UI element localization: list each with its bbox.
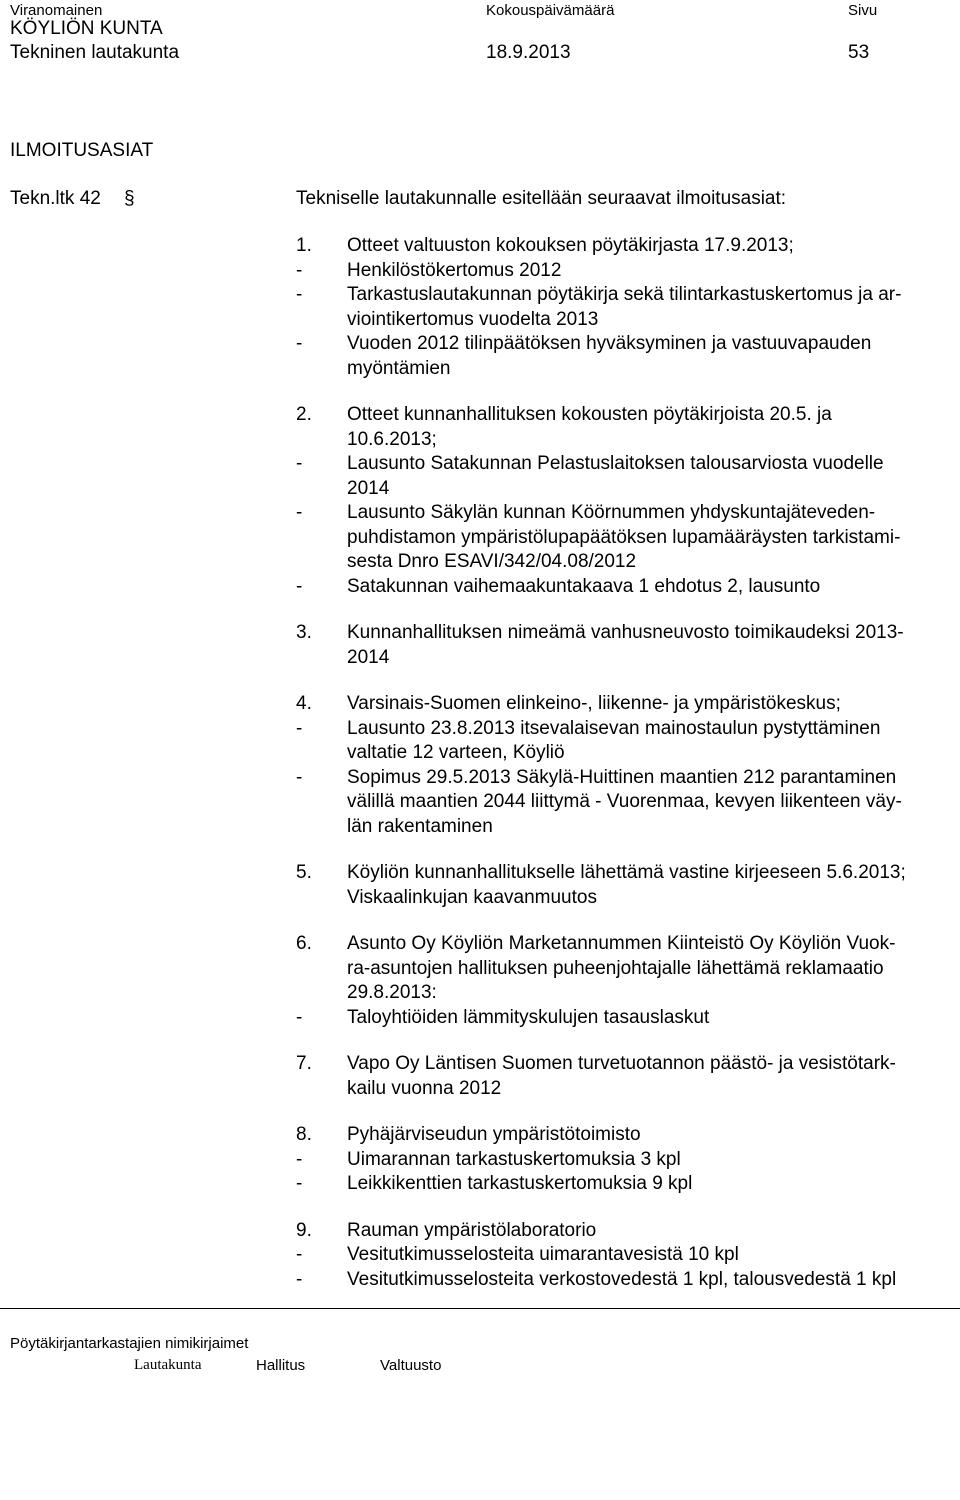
- list-text: Kunnanhallituksen nimeämä vanhusneuvosto toimikaudeksi 2013-: [347, 622, 904, 643]
- page-number: 53: [848, 42, 870, 63]
- list-text: 10.6.2013;: [347, 428, 437, 450]
- list-item: [296, 1123, 960, 1197]
- list-line: [296, 1148, 960, 1173]
- intro-text: Tekniselle lautakunnalle esitellään seuraavat ilmoitusasiat:: [296, 188, 787, 209]
- list-marker: [296, 886, 347, 911]
- list-text: ra-asuntojen hallituksen puheenjohtajalle lähettämä reklamaatio: [347, 957, 884, 979]
- list-text: viointikertomus vuodelta 2013: [347, 308, 599, 330]
- list-item: [296, 692, 960, 839]
- list-text: valtatie 12 varteen, Köyliö: [347, 742, 565, 763]
- list-marker: [296, 550, 347, 575]
- list-text: 29.8.2013:: [347, 982, 437, 1003]
- list-text: Köyliön kunnanhallitukselle lähettämä vastine kirjeeseen 5.6.2013;: [347, 862, 906, 883]
- list-text: Vesitutkimusselosteita uimarantavesistä 10 kpl: [347, 1244, 739, 1265]
- list-item: [296, 621, 960, 670]
- list-marker: [296, 646, 347, 671]
- list-line: [296, 550, 960, 575]
- footer-col-board: Lautakunta: [134, 1357, 202, 1373]
- list-line: [296, 981, 960, 1006]
- page-label: Sivu: [848, 2, 878, 19]
- list-text: Satakunnan vaihemaakuntakaava 1 ehdotus 2, lausunto: [347, 575, 821, 597]
- list-line: [296, 1172, 960, 1197]
- list-line: [296, 861, 960, 886]
- list-marker: -: [296, 766, 303, 788]
- list-line: [296, 790, 960, 815]
- list-line: [296, 477, 960, 502]
- list-line: [296, 332, 960, 357]
- board-name: Tekninen lautakunta: [10, 42, 180, 63]
- meeting-date: 18.9.2013: [486, 42, 571, 63]
- footer-divider: [0, 1308, 960, 1309]
- list-line: [296, 308, 960, 333]
- list-line: [296, 1123, 960, 1148]
- list-line: [296, 283, 960, 308]
- footer-col-council: Valtuusto: [380, 1357, 442, 1374]
- list-line: [296, 428, 960, 453]
- list-marker: -: [296, 502, 303, 523]
- list-marker: 5.: [296, 862, 312, 883]
- list-text: Lausunto Satakunnan Pelastuslaitoksen talousarviosta vuodelle: [347, 453, 884, 474]
- list-marker: -: [296, 717, 303, 739]
- list-text: Vapo Oy Läntisen Suomen turvetuotannon päästö- ja vesistötark-: [347, 1053, 896, 1074]
- list-marker: [296, 428, 347, 453]
- list-marker: [296, 815, 347, 840]
- list-text: Rauman ympäristölaboratorio: [347, 1219, 597, 1241]
- list-text: Otteet valtuuston kokouksen pöytäkirjasta 17.9.2013;: [347, 235, 794, 256]
- list-line: [296, 741, 960, 766]
- list-text: Vesitutkimusselosteita verkostovedestä 1 kpl, talousvedestä 1 kpl: [347, 1268, 897, 1290]
- list-text: kailu vuonna 2012: [347, 1077, 502, 1099]
- list-text: Sopimus 29.5.2013 Säkylä-Huittinen maantien 212 parantaminen: [347, 766, 897, 788]
- list-marker: -: [296, 284, 303, 305]
- list-line: [296, 526, 960, 551]
- list-marker: 3.: [296, 622, 312, 643]
- notice-list: [296, 234, 960, 1314]
- list-marker: -: [296, 1268, 303, 1290]
- list-marker: [296, 308, 347, 333]
- list-line: [296, 815, 960, 840]
- list-line: [296, 932, 960, 957]
- list-line: [296, 403, 960, 428]
- list-text: Lausunto Säkylän kunnan Köörnummen yhdyskuntajäteveden-: [347, 502, 876, 523]
- list-line: [296, 621, 960, 646]
- list-marker: -: [296, 1148, 303, 1170]
- list-text: Viskaalinkujan kaavanmuutos: [347, 886, 597, 908]
- signature-label: Pöytäkirjantarkastajien nimikirjaimet: [10, 1335, 249, 1352]
- list-text: Tarkastuslautakunnan pöytäkirja sekä tilintarkastuskertomus ja ar-: [347, 284, 902, 305]
- list-text: Leikkikenttien tarkastuskertomuksia 9 kpl: [347, 1173, 693, 1194]
- list-text: välillä maantien 2044 liittymä - Vuorenmaa, kevyen liikenteen väy-: [347, 791, 902, 812]
- list-item: [296, 861, 960, 910]
- list-line: [296, 1243, 960, 1268]
- list-text: Otteet kunnanhallituksen kokousten pöytäkirjoista 20.5. ja: [347, 404, 832, 425]
- list-marker: -: [296, 575, 303, 597]
- list-line: [296, 357, 960, 382]
- list-marker: [296, 981, 347, 1006]
- list-item: [296, 403, 960, 599]
- list-text: 2014: [347, 646, 390, 668]
- list-line: [296, 1268, 960, 1293]
- list-line: [296, 1219, 960, 1244]
- list-line: [296, 234, 960, 259]
- list-marker: -: [296, 259, 303, 281]
- list-marker: [296, 526, 347, 551]
- list-line: [296, 1052, 960, 1077]
- list-item: [296, 932, 960, 1030]
- list-marker: [296, 741, 347, 766]
- list-marker: 9.: [296, 1219, 312, 1241]
- list-marker: -: [296, 1173, 303, 1194]
- list-text: Varsinais-Suomen elinkeino-, liikenne- ja ympäristökeskus;: [347, 693, 841, 714]
- list-marker: 1.: [296, 235, 312, 256]
- list-item: [296, 234, 960, 381]
- list-marker: 7.: [296, 1053, 312, 1074]
- list-marker: [296, 357, 347, 382]
- list-text: Taloyhtiöiden lämmityskulujen tasauslaskut: [347, 1006, 710, 1028]
- section-reference: Tekn.ltk 42: [10, 188, 101, 209]
- list-text: län rakentaminen: [347, 815, 493, 837]
- list-line: [296, 886, 960, 911]
- list-text: Uimarannan tarkastuskertomuksia 3 kpl: [347, 1148, 681, 1170]
- list-marker: -: [296, 453, 303, 474]
- list-text: sesta Dnro ESAVI/342/04.08/2012: [347, 551, 637, 572]
- list-line: [296, 717, 960, 742]
- list-line: [296, 1077, 960, 1102]
- list-line: [296, 501, 960, 526]
- list-marker: [296, 477, 347, 502]
- list-marker: 6.: [296, 933, 312, 954]
- list-text: Asunto Oy Köyliön Marketannummen Kiinteistö Oy Köyliön Vuok-: [347, 933, 896, 954]
- list-marker: -: [296, 1244, 303, 1265]
- list-line: [296, 259, 960, 284]
- list-item: [296, 1052, 960, 1101]
- section-title: ILMOITUSASIAT: [10, 140, 154, 161]
- list-line: [296, 957, 960, 982]
- list-text: myöntämien: [347, 357, 451, 379]
- list-marker: [296, 957, 347, 982]
- section-symbol: §: [124, 188, 135, 209]
- list-text: Henkilöstökertomus 2012: [347, 259, 562, 281]
- list-marker: [296, 790, 347, 815]
- list-marker: 8.: [296, 1124, 312, 1145]
- list-marker: 4.: [296, 693, 312, 714]
- list-marker: -: [296, 1006, 303, 1028]
- footer-col-executive: Hallitus: [256, 1357, 306, 1374]
- authority-label: Viranomainen: [10, 2, 103, 19]
- list-line: [296, 766, 960, 791]
- list-line: [296, 692, 960, 717]
- list-line: [296, 452, 960, 477]
- date-label: Kokouspäivämäärä: [486, 2, 615, 19]
- list-text: Lausunto 23.8.2013 itsevalaisevan mainostaulun pystyttäminen: [347, 717, 881, 739]
- list-text: Pyhäjärviseudun ympäristötoimisto: [347, 1124, 641, 1145]
- list-item: [296, 1219, 960, 1293]
- list-marker: [296, 1077, 347, 1102]
- list-line: [296, 1006, 960, 1031]
- list-line: [296, 646, 960, 671]
- list-line: [296, 575, 960, 600]
- organization-name: KÖYLIÖN KUNTA: [10, 18, 163, 39]
- list-text: 2014: [347, 477, 390, 499]
- list-marker: 2.: [296, 404, 312, 425]
- list-text: Vuoden 2012 tilinpäätöksen hyväksyminen ja vastuuvapauden: [347, 333, 872, 354]
- list-marker: -: [296, 333, 303, 354]
- list-text: puhdistamon ympäristölupapäätöksen lupamääräysten tarkistami-: [347, 526, 901, 548]
